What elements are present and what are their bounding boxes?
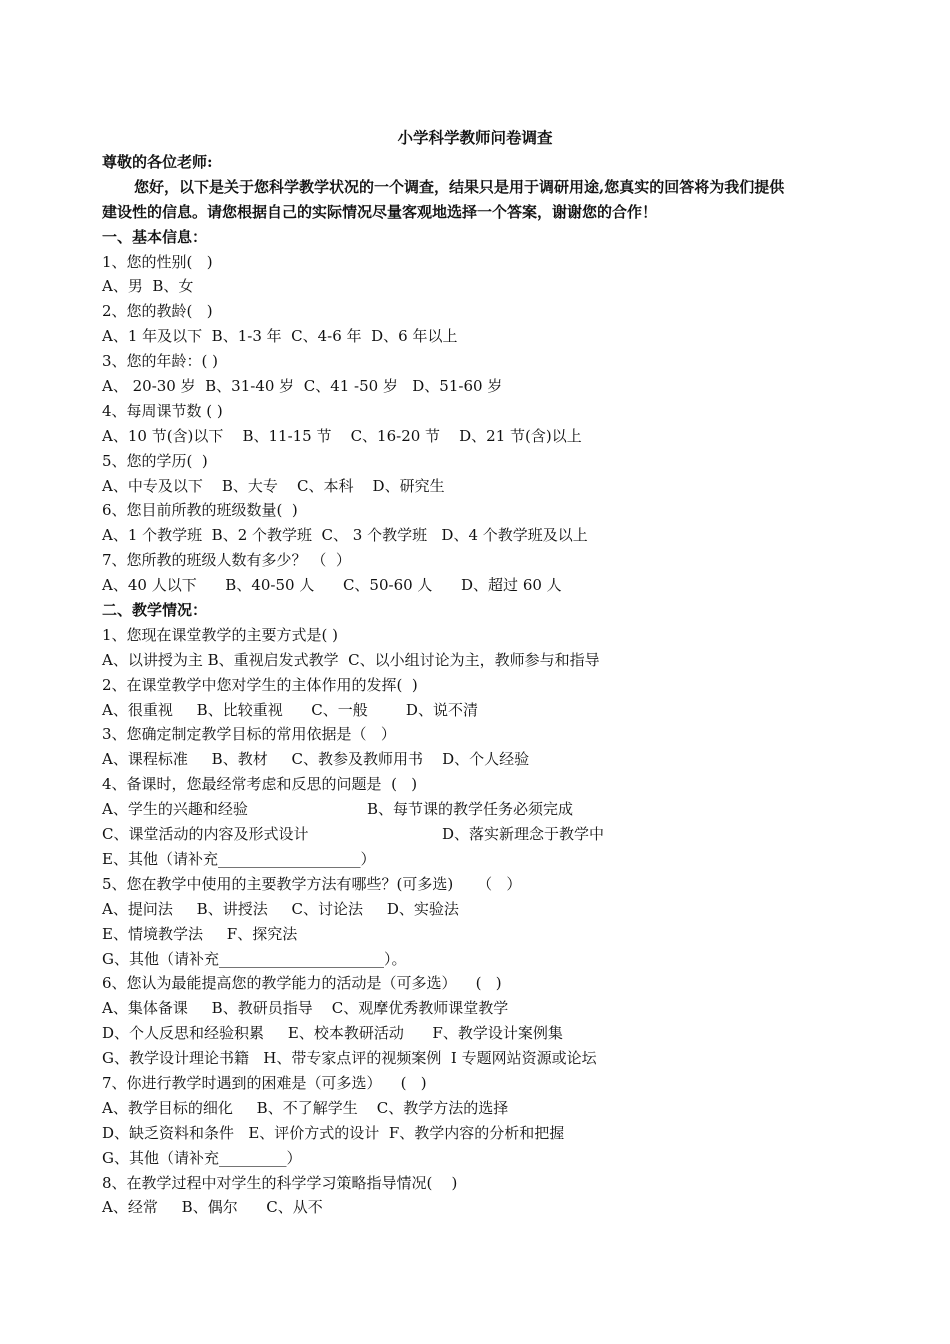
options-age: A、 20-30 岁 B、31-40 岁 C、41 -50 岁 D、51-60 岁 xyxy=(102,377,503,396)
options-weekly-lessons: A、10 节(含)以下 B、11-15 节 C、16-20 节 D、21 节(含)以上 xyxy=(102,426,582,445)
question-student-role: 2、在课堂教学中您对学生的主体作用的发挥( ) xyxy=(102,675,418,694)
options-lesson-prep: A、学生的兴趣和经验 B、每节课的教学任务必须完成 xyxy=(102,800,574,819)
section-heading-teaching: 二、教学情况： xyxy=(102,601,208,620)
options-teaching-methods: A、提问法 B、讲授法 C、讨论法 D、实验法 xyxy=(102,899,459,918)
options-lesson-prep: E、其他（请补充___________________） xyxy=(102,849,376,868)
options-improvement-activities: A、集体备课 B、教研员指导 C、观摩优秀教师课堂教学 xyxy=(102,999,509,1018)
question-class-count: 6、您目前所教的班级数量( ) xyxy=(102,501,298,520)
options-teaching-mode: A、以讲授为主 B、重视启发式教学 C、以小组讨论为主，教师参与和指导 xyxy=(102,650,600,669)
options-difficulties: D、缺乏资料和条件 E、评价方式的设计 F、教学内容的分析和把握 xyxy=(102,1123,565,1142)
salutation: 尊敬的各位老师: xyxy=(102,153,213,171)
options-improvement-activities: G、教学设计理论书籍 H、带专家点评的视频案例 I 专题网站资源或论坛 xyxy=(102,1049,597,1068)
section-heading-basic-info: 一、基本信息： xyxy=(102,227,208,246)
options-lesson-prep: C、课堂活动的内容及形式设计 D、落实新理念于教学中 xyxy=(102,825,605,844)
options-difficulties: G、其他（请补充_________） xyxy=(102,1148,302,1167)
document-body xyxy=(102,150,862,1220)
options-teaching-methods: G、其他（请补充______________________）。 xyxy=(102,949,407,968)
question-strategy-guidance: 8、在教学过程中对学生的科学学习策略指导情况( ) xyxy=(102,1173,458,1192)
intro-line: 建设性的信息。请您根据自己的实际情况尽量客观地选择一个答案，谢谢您的合作！ xyxy=(102,202,658,221)
options-class-size: A、40 人以下 B、40-50 人 C、50-60 人 D、超过 60 人 xyxy=(102,576,562,595)
options-improvement-activities: D、个人反思和经验积累 E、校本教研活动 F、教学设计案例集 xyxy=(102,1024,563,1043)
question-gender: 1、您的性别( ) xyxy=(102,252,213,271)
options-class-count: A、1 个教学班 B、2 个教学班 C、 3 个教学班 D、4 个教学班及以上 xyxy=(102,526,588,545)
question-objective-basis: 3、您确定制定教学目标的常用依据是（ ） xyxy=(102,725,396,744)
options-education: A、中专及以下 B、大专 C、本科 D、研究生 xyxy=(102,476,445,495)
options-gender: A、男 B、女 xyxy=(102,277,194,296)
question-class-size: 7、您所教的班级人数有多少？ （ ） xyxy=(102,551,351,570)
question-education: 5、您的学历( ) xyxy=(102,451,208,470)
options-strategy-guidance: A、经常 B、偶尔 C、从不 xyxy=(102,1198,323,1217)
options-student-role: A、很重视 B、比较重视 C、一般 D、说不清 xyxy=(102,700,478,719)
question-teaching-mode: 1、您现在课堂教学的主要方式是( ) xyxy=(102,625,339,644)
intro-line: 您好，以下是关于您科学教学状况的一个调查，结果只是用于调研用途,您真实的回答将为我们提供 xyxy=(134,177,785,196)
options-difficulties: A、教学目标的细化 B、不了解学生 C、教学方法的选择 xyxy=(102,1098,509,1117)
question-age: 3、您的年龄：( ) xyxy=(102,352,219,371)
question-lesson-prep: 4、备课时，您最经常考虑和反思的问题是 ( ) xyxy=(102,775,418,794)
options-teaching-years: A、1 年及以下 B、1-3 年 C、4-6 年 D、6 年以上 xyxy=(102,327,458,346)
question-weekly-lessons: 4、每周课节数 ( ) xyxy=(102,401,223,420)
question-teaching-years: 2、您的教龄( ) xyxy=(102,302,213,321)
options-objective-basis: A、课程标准 B、教材 C、教参及教师用书 D、个人经验 xyxy=(102,750,530,769)
options-teaching-methods: E、情境教学法 F、探究法 xyxy=(102,924,298,943)
question-improvement-activities: 6、您认为最能提高您的教学能力的活动是（可多选） ( ) xyxy=(102,974,502,993)
question-difficulties: 7、你进行教学时遇到的困难是（可多选） ( ) xyxy=(102,1073,427,1092)
question-teaching-methods: 5、您在教学中使用的主要教学方法有哪些？(可多选) （ ） xyxy=(102,874,522,893)
page-title: 小学科学教师问卷调查 xyxy=(397,128,553,147)
